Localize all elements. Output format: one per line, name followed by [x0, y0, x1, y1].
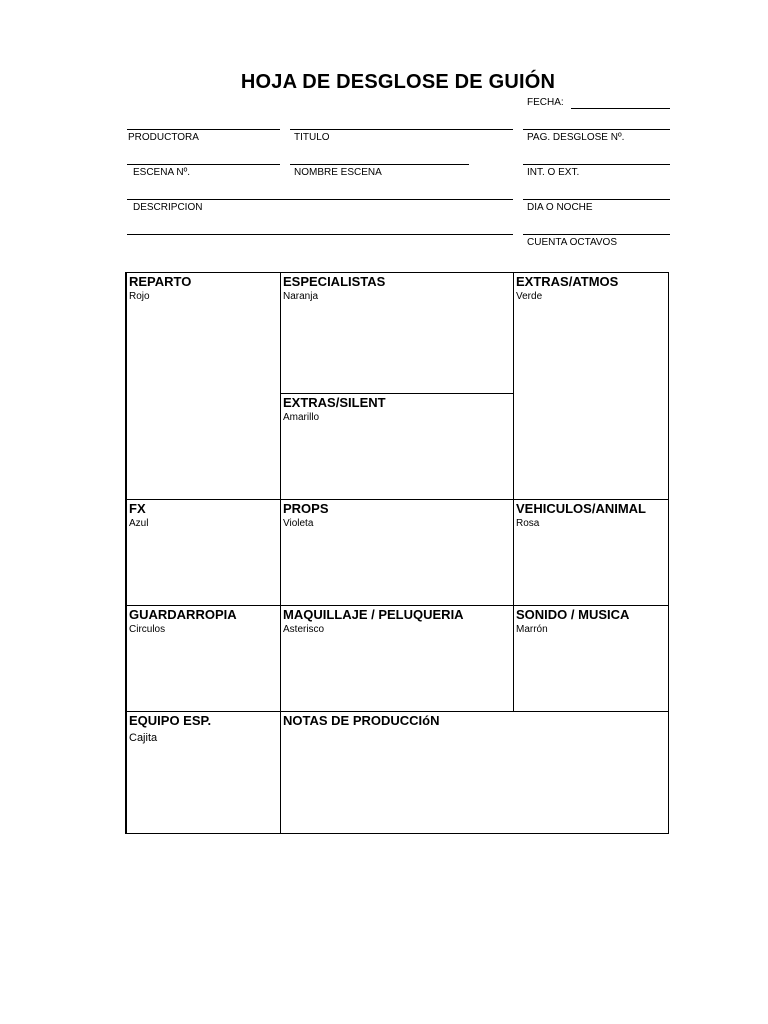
dia-noche-line[interactable]	[523, 199, 670, 200]
dia-noche-label: DIA O NOCHE	[527, 202, 593, 213]
sonido-cell[interactable]	[514, 606, 668, 711]
equipo-color: Cajita	[129, 732, 158, 744]
extras-atmos-color: Verde	[516, 291, 543, 302]
props-color: Violeta	[283, 518, 314, 529]
reparto-cell[interactable]	[127, 273, 280, 499]
fecha-label: FECHA:	[527, 97, 564, 108]
fecha-field[interactable]	[527, 97, 564, 108]
guardarropia-heading: GUARDARROPIA	[129, 607, 237, 622]
descripcion-line-1[interactable]	[127, 199, 513, 200]
fx-color: Azul	[129, 518, 149, 529]
pag-desglose-line[interactable]	[523, 129, 670, 130]
guardarropia-cell[interactable]	[127, 606, 280, 711]
cuenta-octavos-label: CUENTA OCTAVOS	[527, 237, 618, 248]
reparto-color: Rojo	[129, 291, 150, 302]
titulo-line[interactable]	[290, 129, 513, 130]
props-heading: PROPS	[283, 501, 329, 516]
sonido-heading: SONIDO / MUSICA	[516, 607, 630, 622]
guardarropia-color: Circulos	[129, 624, 166, 635]
extras-silent-cell[interactable]	[281, 394, 513, 499]
escena-line[interactable]	[127, 164, 280, 165]
equipo-heading: EQUIPO ESP.	[129, 713, 212, 728]
titulo-label: TITULO	[294, 132, 330, 143]
vehiculos-heading: VEHICULOS/ANIMAL	[516, 501, 646, 516]
maquillaje-heading: MAQUILLAJE / PELUQUERIA	[283, 607, 464, 622]
fx-heading: FX	[129, 501, 146, 516]
vehiculos-cell[interactable]	[514, 500, 668, 605]
descripcion-line-2[interactable]	[127, 234, 513, 235]
productora-label: PRODUCTORA	[128, 132, 199, 143]
pag-desglose-label: PAG. DESGLOSE Nº.	[527, 132, 625, 143]
maquillaje-cell[interactable]	[281, 606, 513, 711]
extras-silent-heading: EXTRAS/SILENT	[283, 395, 386, 410]
vehiculos-color: Rosa	[516, 518, 540, 529]
descripcion-label: DESCRIPCION	[133, 202, 203, 213]
reparto-heading: REPARTO	[129, 274, 192, 289]
page-title: HOJA DE DESGLOSE DE GUIÓN	[240, 71, 556, 93]
fx-cell[interactable]	[127, 500, 280, 605]
extras-atmos-cell[interactable]	[514, 273, 668, 499]
nombre-escena-label: NOMBRE ESCENA	[294, 167, 382, 178]
especialistas-heading: ESPECIALISTAS	[283, 274, 386, 289]
extras-silent-color: Amarillo	[283, 412, 320, 423]
especialistas-color: Naranja	[283, 291, 319, 302]
breakdown-grid	[125, 272, 669, 834]
equipo-cell[interactable]	[127, 712, 280, 833]
int-ext-label: INT. O EXT.	[527, 167, 580, 178]
int-ext-line[interactable]	[523, 164, 670, 165]
fecha-line	[571, 108, 670, 109]
especialistas-cell[interactable]	[281, 273, 513, 393]
sonido-color: Marrón	[516, 624, 548, 635]
productora-line[interactable]	[127, 129, 280, 130]
cuenta-octavos-line[interactable]	[523, 234, 670, 235]
props-cell[interactable]	[281, 500, 513, 605]
extras-atmos-heading: EXTRAS/ATMOS	[516, 274, 619, 289]
nombre-escena-line[interactable]	[290, 164, 469, 165]
notas-cell[interactable]	[281, 712, 668, 833]
escena-label: ESCENA Nº.	[133, 167, 191, 178]
notas-heading: NOTAS DE PRODUCCIóN	[283, 713, 440, 728]
maquillaje-color: Asterisco	[283, 624, 325, 635]
